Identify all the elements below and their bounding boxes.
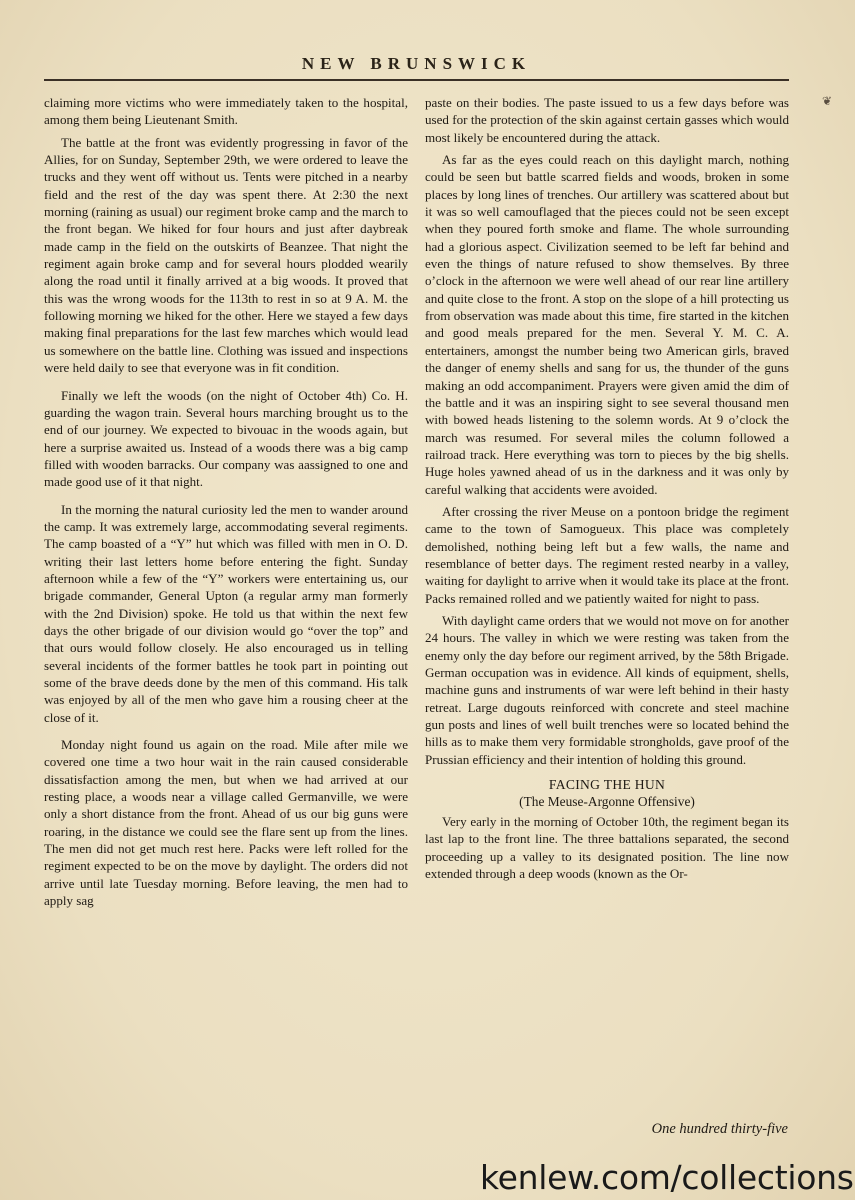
paragraph: As far as the eyes could reach on this daylight march, nothing could be seen but battle scarred fields and woods, broken in some places by long lines of trenches. Our artillery was scattered about but it was so well camouflaged that the pieces could not be seen except when they poured forth smoke and flame. The whole surrounding had a glorious aspect. Civilization seemed to be left far behind and even the things of nature refused to show themselves. By three o’clock in the afternoon we were well ahead of our rear line artillery and quite close to the front. A stop on the slope of a hill protecting us from observation was made about this time, fire started in the kitchen and good meals prepared for the men. Several Y. M. C. A. entertainers, amongst the number being two American girls, braved the danger of enemy shells and sang for us, the thunder of the guns making an odd accompaniment. Prayers were given amid the dim of the battle and it was an inspiring sight to see several thousand men with bowed heads listening to the solemn words. At 9 o’clock the march was resumed. For several miles the column followed a railroad track. Here everything was torn to pieces by the big shells. Huge holes yawned ahead of us in the darkness and it was only by careful walking that accidents were avoided. — [425, 152, 789, 497]
header-rule — [44, 79, 789, 81]
section-heading: FACING THE HUN — [548, 777, 666, 793]
paragraph: In the morning the natural curiosity led the men to wander around the camp. It was extremely large, accommodating several regiments. The camp boasted of a “Y” hut which was filled with men in O. D. writing their last letters home before entering the fight. Sunday afternoon while a few of the “Y” workers were entertaining us, our brigade commander, General Upton (a regular army man formerly with the 2nd Division) spoke. He told us that within the next few days the other brigade of our division would go “over the top” and that ours would follow closely. He also encouraged us in telling several incidents of the former battles he took part in pointing out some of the brave deeds done by the men of this command. His talk was enjoyed by all of the men who gave him a rousing cheer at the close of it. — [44, 501, 408, 725]
page-number: One hundred thirty-five — [651, 1121, 788, 1137]
watermark-text: kenlew.com/collections — [480, 1158, 854, 1197]
page-header-title: NEW BRUNSWICK — [301, 54, 532, 73]
paragraph: Finally we left the woods (on the night of October 4th) Co. H. guarding the wagon train. Several hours marching brought us to the end of our journey. We expected to bivouac in the woods again, but here a surprise awaited us. Instead of a woods there was a big camp filled with wooden barracks. Our company was aassigned to one and made good use of it that night. — [44, 387, 408, 490]
paragraph: The battle at the front was evidently progressing in favor of the Allies, for on Sunday, September 29th, we were ordered to leave the trucks and they went off without us. Tents were pitched in a nearby field and the rest of the day was spent there. At 2:30 the next morning (raining as usual) our regiment broke camp and the march to the front began. We hiked for four hours and just after daybreak made camp in the field on the outskirts of Beanzee. That night the regiment again broke camp and for several hours plodded wearily along the road until it finally arrived at a big woods. It proved that this was the wrong woods for the 113th to rest in so at 9 A. M. the following morning we hiked for the other. Here we stayed a few days making final preparations for the last few marches which would lead us somewhere on the battle line. Clothing was issued and inspections were held daily to see that everyone was in fit condition. — [44, 134, 408, 376]
left-column — [44, 94, 408, 914]
paragraph: After crossing the river Meuse on a pontoon bridge the regiment came to the town of Samogueux. This place was completely demolished, nothing being left but a few walls, the name and resemblance of better days. The regiment rested nearby in a valley, waiting for daylight to arrive when it would take its place at the front. Packs remained rolled and we patiently waited for night to pass. — [425, 503, 789, 606]
paragraph: With daylight came orders that we would not move on for another 24 hours. The valley in which we were resting was taken from the enemy only the day before our regiment arrived, by the 58th Brigade. German occupation was in evidence. All kinds of equipment, shells, machine guns and instruments of war were left behind in their hasty retreat. Large dugouts reinforced with concrete and steel machine gun posts and lines of well built trenches were so located behind the hills as to make them very formidable strongholds, gave proof of the Prussian efficiency and their intention of holding this ground. — [425, 612, 789, 767]
margin-ornament: ❦ — [822, 94, 833, 108]
paragraph: Monday night found us again on the road. Mile after mile we covered one time a two hour wait in the rain caused considerable dissatisfaction among the men, but when we had arrived at our resting place, a woods near a village called Germanville, we were only a short distance from the front. Ahead of us our big guns were roaring, in the distance we could see the flare sent up from the lines. The men did not get much rest here. Packs were left rolled for the regiment expected to be on the move by daylight. The orders did not arrive until late Tuesday morning. Before leaving, the men had to apply sag — [44, 737, 408, 909]
paragraph: claiming more victims who were immediately taken to the hospital, among them being Lieutenant Smith. — [44, 95, 408, 128]
section-subheading: (The Meuse-Argonne Offensive) — [519, 794, 695, 810]
paragraph: Very early in the morning of October 10th, the regiment began its last lap to the front line. The three battalions separated, the second proceeding up a valley to its designated position. The line now extended through a deep woods (known as the Or- — [425, 814, 789, 882]
paragraph: paste on their bodies. The paste issued to us a few days before was used for the protection of the skin against certain gasses which would most likely be encountered during the attack. — [425, 95, 789, 145]
right-column — [425, 94, 789, 887]
